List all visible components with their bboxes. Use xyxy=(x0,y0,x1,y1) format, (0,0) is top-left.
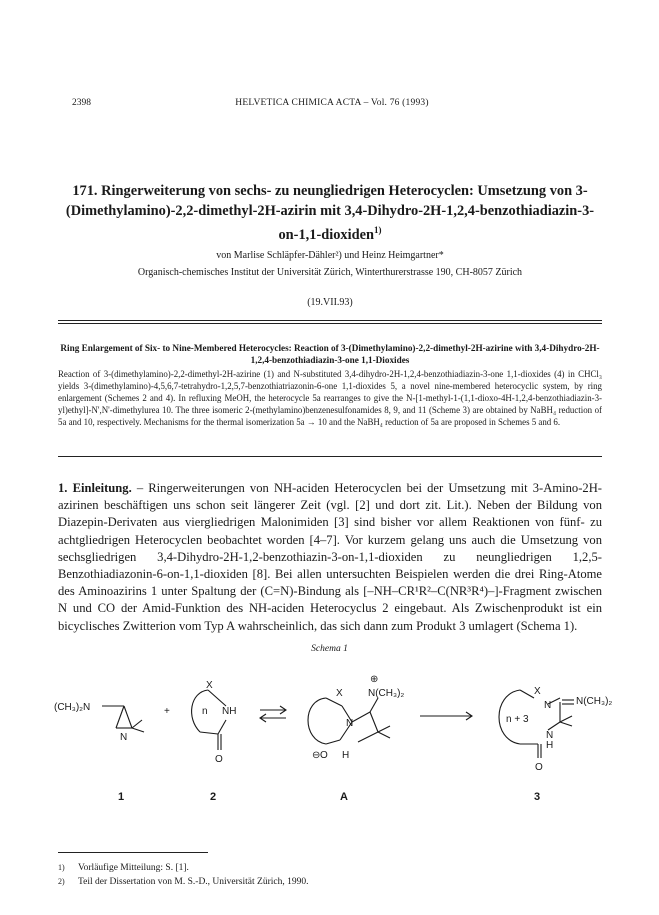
title-footnote-marker: 1) xyxy=(374,225,382,235)
divider-abstract-bottom xyxy=(58,456,602,457)
methyl-bond xyxy=(378,732,390,738)
compound-label-1: 1 xyxy=(118,791,125,803)
methyl-bond xyxy=(378,726,390,732)
ring-size-label: n xyxy=(202,706,208,717)
methyl-bond xyxy=(132,728,144,732)
azirine-n-label: N xyxy=(120,732,128,743)
footnote-text: Teil der Dissertation von M. S.-D., Universität Zürich, 1990. xyxy=(78,877,309,887)
page-number: 2398 xyxy=(72,98,91,108)
plus-sign: + xyxy=(164,706,170,717)
alkoxide-o-label: O xyxy=(320,750,328,761)
journal-title: HELVETICA CHIMICA ACTA – Vol. 76 (1993) xyxy=(235,98,429,108)
ring-bond xyxy=(548,722,560,730)
heteroatom-x-label: X xyxy=(534,686,541,697)
article-title xyxy=(60,182,600,245)
ring-bond xyxy=(370,712,378,732)
ring-bond xyxy=(200,732,218,734)
introduction-text: – Ringerweiterungen von NH-aciden Heterocyclen bei der Umsetzung mit 3-Amino-2H-azirinen beschäftigen uns schon seit längerer Zeit (vgl. [2] und dort zit. Lit.). Neben der Bildung von Diazepin-Derivaten aus viergliedrigen Malonimiden [3] sind bisher vor allem Reaktionen von fünf- zu achtgliedrigen Heterocyclen beobachtet worden [4–7]. Vor kurzem gelang uns auch die Umsetzung von sechsgliedrigen 3,4-Dihydro-2H-1,2-benzothiazin-3-on-1,1-dioxiden zu neungliedrigen 1,2,5-Benzothiadiazonin-6-on-1,1-dioxiden [8]. Bei allen untersuchten Beispielen werden die drei Ring-Atome des Aminoazirins 1 unter Spaltung der (C=N)-Bindung als [–NH–CR¹R²–C(NR³R⁴)–]-Fragment zwischen N und CO der Amid-Funktion des NH-aciden Heterocyclus 2 eingebaut. Als Zwischenprodukt ist ein bicyclisches Zwitterion vom Typ A wahrscheinlich, das sich dann zum Produkt 3 umlagert (Schema 1). xyxy=(58,481,602,633)
product-dimethylamino-label: N(CH₃)₂ xyxy=(576,696,613,707)
ring-n-label: N xyxy=(346,718,354,729)
footnote-1 xyxy=(58,861,602,875)
azirine-bond xyxy=(116,706,124,728)
article-title-text: 171. Ringerweiterung von sechs- zu neungliedrigen Heterocyclen: Umsetzung von 3-(Dimethylamino)-2,2-dimethyl-2H-azirin mit 3,4-Dihydro-2H-1,2,4-benzothiadiazin-3-on-1,1-dioxiden xyxy=(65,183,595,243)
ring-bond xyxy=(218,720,226,734)
divider-top xyxy=(58,320,602,321)
compound-label-2: 2 xyxy=(210,791,217,803)
charge-plus: ⊕ xyxy=(370,674,379,685)
footnote-2 xyxy=(58,875,602,889)
introduction-paragraph xyxy=(58,480,602,635)
azirine-bond xyxy=(124,706,132,728)
reaction-scheme xyxy=(40,660,630,810)
ring-bond xyxy=(208,690,226,706)
divider-top-double xyxy=(58,323,602,324)
charge-minus: ⊖ xyxy=(312,750,321,761)
ring-bond xyxy=(358,732,378,742)
compound-label-3: 3 xyxy=(534,791,541,803)
dimethylamino-label: (CH₃)₂N xyxy=(54,702,91,713)
footnote-marker: 1) xyxy=(58,863,65,872)
ring-size-label: n + 3 xyxy=(506,714,529,725)
footnotes xyxy=(58,861,602,889)
ring-arc xyxy=(308,698,326,744)
n-plus-dimethyl-label: N(CH₃)₂ xyxy=(368,688,405,699)
methyl-bond xyxy=(132,720,142,728)
ring-bond xyxy=(352,712,370,722)
ring-h-label: H xyxy=(342,750,350,761)
carbonyl-o-label: O xyxy=(215,754,223,765)
heteroatom-x-label: X xyxy=(336,688,343,699)
section-heading: 1. Einleitung. xyxy=(58,481,132,495)
heteroatom-x-label: X xyxy=(206,680,213,691)
footnote-marker: 2) xyxy=(58,877,65,886)
methyl-bond xyxy=(560,716,572,722)
nh-label: NH xyxy=(222,706,237,717)
ring-bond xyxy=(326,698,342,706)
authors: von Marlise Schläpfer-Dähler²) und Heinz Heimgartner* xyxy=(216,250,444,261)
amide-h-label: H xyxy=(546,740,554,751)
amide-n-label: N xyxy=(546,730,554,741)
ring-bond xyxy=(520,690,534,698)
affiliation: Organisch-chemisches Institut der Universität Zürich, Winterthurerstrasse 190, CH-8057 Zürich xyxy=(137,267,523,278)
carbonyl-o-label: O xyxy=(535,762,543,773)
compound-label-a: A xyxy=(340,791,348,803)
abstract-title: Ring Enlargement of Six- to Nine-Membered Heterocycles: Reaction of 3-(Dimethylamino)-2,2-dimethyl-2H-azirine with 3,4-Dihydro-2H-1,2,4-benzothiadiazin-3-one 1,1-Dioxides xyxy=(60,343,600,365)
abstract-text: Reaction of 3-(dimethylamino)-2,2-dimethyl-2H-azirine (1) and N-substituted 3,4-dihydro-2H-1,2,4-benzothiadiazin-3-one 1,1-dioxides (4) in CHCl₃ yields 3-(dimethylamino)-4,5,6,7-tetrahydro-1,2,5,7-benzothiatriazonin-6-one 1,1-dioxides 5, a novel nine-membered heterocyclic system, by ring enlargement (Schemes 2 and 4). In refluxing MeOH, the heterocycle 5a rearranges to give the N-[1-methyl-1-(1,1-dioxo-4H-1,2,4-benzothiadiazin-3-yl)ethyl]-N',N'-dimethylurea 10. The three isomeric 2-(methylamino)benzenesulfonamides 8, 9, and 11 (Scheme 3) are obtained by NaBH₄ reduction of 5a and 10, respectively. Mechanisms for the thermal isomerization 5a → 10 and the NaBH₄ reduction of 5a are proposed in Schemes 5 and 6. xyxy=(58,369,602,427)
amidine-n-label: N xyxy=(544,700,552,711)
n-bond xyxy=(370,698,378,712)
footnote-divider xyxy=(58,852,208,853)
ring-bond xyxy=(326,740,340,744)
received-date: (19.VII.93) xyxy=(307,297,353,308)
scheme-label: Schema 1 xyxy=(311,644,348,654)
methyl-bond xyxy=(560,722,572,726)
footnote-text: Vorläufige Mitteilung: S. [1]. xyxy=(78,863,189,873)
